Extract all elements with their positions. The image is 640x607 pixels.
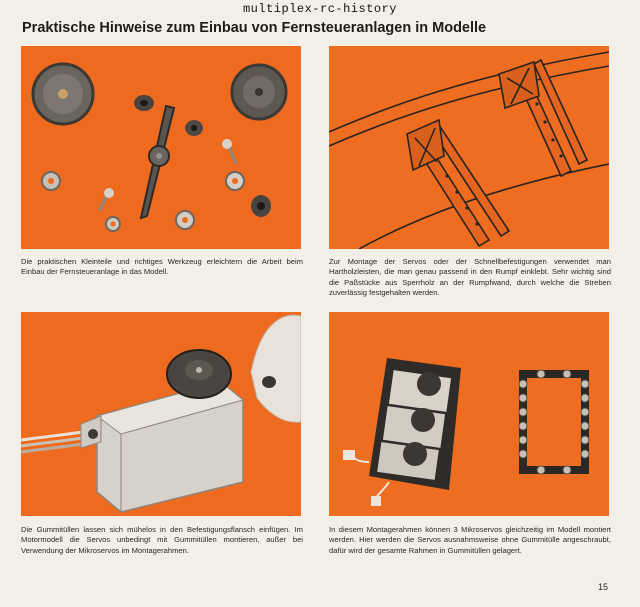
photo-small-parts [21,46,301,249]
photo-servo-grommets [21,312,301,516]
output-disc [167,350,231,398]
servo-disc-left [33,64,93,124]
page-title: Praktische Hinweise zum Einbau von Fernsteueranlagen in Modelle [22,20,487,36]
empty-mounting-frame [519,370,589,474]
photo-mounting-frame [329,312,609,516]
servo-disc-right [232,65,286,119]
page-number: 15 [598,582,609,592]
drawing-fuselage-mounts [329,46,609,249]
caption-small-parts: Die praktischen Kleinteile und richtiges Werkzeug erleichtern die Arbeit beim Einbau der Fernsteueranlage in das Modell. [21,257,303,277]
caption-mounting-frame: In diesem Montagerahmen können 3 Mikroservos gleichzeitig im Modell montiert werden. Hier werden die Servos ausnahmsweise ohne Gummitülle angeschraubt, dafür wird der gesamte Rahmen in Gummitüllen gelagert. [329,525,611,555]
caption-servo-grommets: Die Gummitüllen lassen sich mühelos in den Befestigungsflansch einfügen. Im Motormodell die Servos unbedingt mit Gummitüllen montieren, außer bei Verwendung der Mikroservos im Montagerahmen. [21,525,303,555]
servo-body [81,382,243,512]
hand-fingers [251,315,301,422]
watermark: multiplex-rc-history [242,2,398,16]
frame-with-servos [343,358,461,506]
brass-eyelets [42,172,244,231]
caption-fuselage-mounts: Zur Montage der Servos oder der Schnellbefestigungen verwendet man Hartholzleisten, die man genau passend in den Rumpf einklebt. Sehr wichtig sind die Paßstücke aus Sperrholz an der Rumpfwand, durch welche die Streben zuverlässig festgehalten werden. [329,257,611,298]
servo-arm [141,106,174,218]
